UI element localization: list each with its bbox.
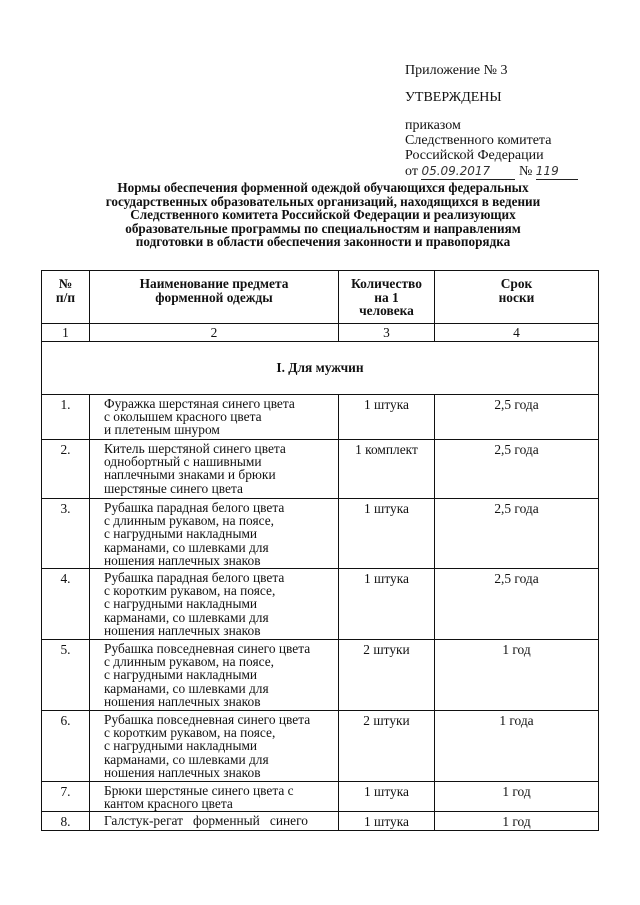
item-term: 1 год bbox=[435, 640, 599, 711]
item-name-line: с коротким рукавом, на поясе, bbox=[104, 725, 276, 741]
item-name-line: ношения наплечных знаков bbox=[104, 764, 261, 780]
item-name-line: и плетеным шнуром bbox=[104, 422, 220, 438]
item-name-line: Рубашка парадная белого цвета bbox=[104, 500, 285, 515]
item-name-line: ношения наплечных знаков bbox=[104, 622, 261, 638]
header-text: Количество bbox=[351, 276, 422, 291]
item-name-line: Рубашка повседневная синего цвета bbox=[104, 641, 311, 656]
item-name-line: Китель шерстяной синего цвета bbox=[104, 441, 286, 456]
item-quantity: 1 штука bbox=[339, 782, 435, 812]
approved-label: УТВЕРЖДЕНЫ bbox=[405, 90, 502, 105]
item-name-line: шерстяные синего цвета bbox=[104, 480, 243, 496]
item-term: 2,5 года bbox=[435, 499, 599, 569]
column-number: 4 bbox=[435, 324, 599, 342]
header-text: п/п bbox=[55, 289, 76, 305]
table-row bbox=[42, 569, 599, 640]
item-name-line: Рубашка парадная белого цвета bbox=[104, 570, 285, 585]
item-quantity: 1 штука bbox=[339, 499, 435, 569]
item-name-line: с нагрудными накладными bbox=[104, 738, 258, 754]
title-line: Следственного комитета Российской Федерации и реализующих bbox=[130, 207, 516, 223]
title-line: подготовки в области обеспечения законности и правопорядка bbox=[135, 234, 511, 250]
table-row bbox=[42, 440, 599, 499]
header-text: носки bbox=[498, 289, 535, 305]
header-row bbox=[42, 271, 599, 324]
title-line: образовательные программы по специальностям и направлениям bbox=[125, 220, 521, 236]
item-term: 1 года bbox=[435, 711, 599, 782]
item-quantity: 2 штуки bbox=[339, 640, 435, 711]
item-name bbox=[90, 569, 339, 640]
number-prefix: № bbox=[518, 164, 533, 179]
section-row bbox=[42, 342, 599, 395]
item-name-line: с коротким рукавом, на поясе, bbox=[104, 583, 276, 599]
order-line: Следственного комитета bbox=[405, 133, 552, 148]
row-number: 6. bbox=[42, 711, 90, 782]
appendix-block bbox=[405, 62, 578, 180]
item-term: 1 год bbox=[435, 782, 599, 812]
title-line: Нормы обеспечения форменной одеждой обучающихся федеральных bbox=[117, 180, 529, 195]
item-quantity: 1 штука bbox=[339, 812, 435, 831]
item-quantity: 1 комплект bbox=[339, 440, 435, 499]
item-name-line: с длинным рукавом, на поясе, bbox=[104, 513, 275, 529]
table-row bbox=[42, 499, 599, 569]
item-name-line: наплечными знаками и брюки bbox=[104, 467, 276, 483]
table-row bbox=[42, 711, 599, 782]
header-num bbox=[42, 271, 90, 324]
header-text: форменной одежды bbox=[155, 289, 273, 305]
document-title bbox=[60, 181, 586, 249]
title-line: государственных образовательных организаций, находящихся в ведении bbox=[105, 193, 541, 209]
norms-table bbox=[41, 270, 599, 831]
appendix-label: Приложение № 3 bbox=[405, 63, 508, 78]
item-name-line: Фуражка шерстяная синего цвета bbox=[104, 396, 295, 411]
item-name-line: карманами, со шлевками для bbox=[104, 539, 269, 555]
item-name bbox=[90, 640, 339, 711]
table-row bbox=[42, 395, 599, 440]
item-name-line: карманами, со шлевками для bbox=[104, 751, 269, 767]
item-term: 2,5 года bbox=[435, 440, 599, 499]
item-name bbox=[90, 782, 339, 812]
row-number: 8. bbox=[42, 812, 90, 831]
item-name-line: с нагрудными накладными bbox=[104, 596, 258, 612]
item-name bbox=[90, 499, 339, 569]
item-name-line: ношения наплечных знаков bbox=[104, 552, 261, 568]
header-text: на 1 bbox=[374, 289, 399, 305]
order-date: 05.09.2017 bbox=[421, 163, 515, 180]
item-name-line: с нагрудными накладными bbox=[104, 526, 258, 542]
column-number: 2 bbox=[90, 324, 339, 342]
column-number: 3 bbox=[339, 324, 435, 342]
row-number: 5. bbox=[42, 640, 90, 711]
section-title: I. Для мужчин bbox=[42, 342, 599, 395]
item-name-line: карманами, со шлевками для bbox=[104, 680, 269, 696]
item-name-line: с околышем красного цвета bbox=[104, 409, 262, 425]
header-text: Наименование предмета bbox=[139, 276, 289, 291]
item-name bbox=[90, 440, 339, 499]
order-number: 119 bbox=[536, 163, 578, 180]
item-name-line: с длинным рукавом, на поясе, bbox=[104, 654, 275, 670]
item-name-line: Галстук-регат форменный синего bbox=[104, 813, 308, 828]
row-number: 2. bbox=[42, 440, 90, 499]
header-text: Срок bbox=[500, 276, 533, 291]
item-name-line: кантом красного цвета bbox=[104, 796, 233, 812]
item-name-line: ношения наплечных знаков bbox=[104, 693, 261, 709]
item-quantity: 1 штука bbox=[339, 395, 435, 440]
item-quantity: 2 штуки bbox=[339, 711, 435, 782]
item-name bbox=[90, 812, 339, 831]
header-text: № bbox=[58, 276, 73, 291]
row-number: 3. bbox=[42, 499, 90, 569]
order-line: приказом bbox=[405, 118, 461, 133]
order-line: Российской Федерации bbox=[405, 148, 544, 163]
item-term: 2,5 года bbox=[435, 395, 599, 440]
item-quantity: 1 штука bbox=[339, 569, 435, 640]
table-row bbox=[42, 782, 599, 812]
order-date-line bbox=[405, 163, 578, 180]
item-name bbox=[90, 395, 339, 440]
row-number: 1. bbox=[42, 395, 90, 440]
item-name-line: однобортный с нашивными bbox=[104, 454, 262, 470]
column-number-row bbox=[42, 324, 599, 342]
item-name-line: с нагрудными накладными bbox=[104, 667, 258, 683]
header-term bbox=[435, 271, 599, 324]
header-name bbox=[90, 271, 339, 324]
header-text: человека bbox=[359, 303, 414, 318]
row-number: 7. bbox=[42, 782, 90, 812]
item-term: 2,5 года bbox=[435, 569, 599, 640]
table-row bbox=[42, 640, 599, 711]
item-name-line: карманами, со шлевками для bbox=[104, 609, 269, 625]
date-prefix: от bbox=[405, 164, 418, 179]
item-name-line: Брюки шерстяные синего цвета с bbox=[104, 783, 294, 798]
column-number: 1 bbox=[42, 324, 90, 342]
header-qty bbox=[339, 271, 435, 324]
item-term: 1 год bbox=[435, 812, 599, 831]
item-name-line: Рубашка повседневная синего цвета bbox=[104, 712, 311, 727]
row-number: 4. bbox=[42, 569, 90, 640]
table-row bbox=[42, 812, 599, 831]
item-name bbox=[90, 711, 339, 782]
